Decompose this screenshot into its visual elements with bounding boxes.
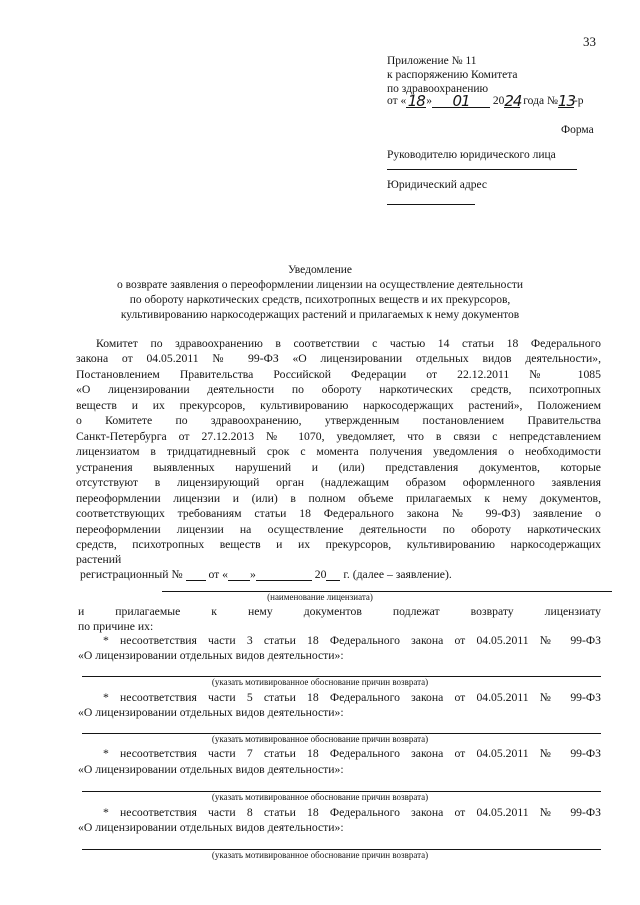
- reason-line: * несоответствия части 3 статьи 18 Федерального закона от 04.05.2011 № 99-ФЗ: [103, 634, 601, 647]
- registration-from: от «: [208, 568, 229, 581]
- body-line: средств, психотропных веществ и их прекурсоров, культивированию наркосодержащих: [76, 538, 601, 551]
- registration-suffix: г. (далее – заявление).: [343, 568, 452, 581]
- reason-caption: (указать мотивированное обоснование причин возврата): [211, 734, 429, 744]
- return-text-line-2: по причине их:: [78, 620, 154, 633]
- body-line: Комитет по здравоохранению в соответствии с частью 14 статьи 18 Федерального: [96, 337, 601, 350]
- reason-line: «О лицензировании отдельных видов деятельности»:: [78, 821, 344, 834]
- body-line: соответствующих требованиям статьи 18 Федерального закона № 99-ФЗ) заявление о: [76, 507, 601, 520]
- body-line: переоформлении лицензии и (или) в полном объеме прилагаемых к нему документов,: [76, 492, 601, 505]
- date-mid: »: [426, 95, 432, 107]
- recipient-head-label: Руководителю юридического лица: [387, 149, 556, 161]
- appendix-committee: по здравоохранению: [387, 83, 489, 95]
- appendix-date-line: [387, 92, 584, 110]
- body-line: веществ и их прекурсоров, культивированию наркосодержащих растений», Положением: [76, 399, 601, 412]
- recipient-address-line: [387, 204, 475, 205]
- date-day: 18: [407, 92, 425, 110]
- reason-caption: (указать мотивированное обоснование причин возврата): [211, 792, 429, 802]
- licensee-caption: (наименование лицензиата): [267, 592, 373, 602]
- recipient-head-line: [387, 169, 577, 170]
- appendix-order: к распоряжению Комитета: [387, 69, 518, 81]
- reason-line: «О лицензировании отдельных видов деятельности»:: [78, 649, 344, 662]
- registration-year-blank: [326, 568, 340, 581]
- body-line: «О лицензировании деятельности по обороту наркотических средств, психотропных: [76, 383, 601, 396]
- reason-caption: (указать мотивированное обоснование причин возврата): [211, 677, 429, 687]
- date-prefix: от «: [387, 95, 407, 107]
- body-line: отсутствуют в лицензирующий орган (надлежащим образом оформленного заявления: [76, 476, 601, 489]
- registration-line: [80, 568, 452, 581]
- date-month: 01: [432, 95, 490, 108]
- reason-caption: (указать мотивированное обоснование причин возврата): [211, 850, 429, 860]
- body-line: устранения выявленных нарушений и (или) представления документов, которые: [76, 461, 601, 474]
- number-label: №: [546, 95, 558, 107]
- body-line: лицензиатом в тридцатидневный срок с момента получения уведомления о необходимости: [76, 445, 601, 458]
- notice-heading: Уведомление: [287, 264, 353, 276]
- registration-year-prefix: 20: [314, 568, 327, 581]
- notice-subject-line-3: культивированию наркосодержащих растений и прилагаемых к нему документов: [120, 309, 520, 321]
- date-year-label: года: [523, 95, 545, 107]
- registration-month-blank: [256, 568, 312, 581]
- order-number: 13: [557, 92, 576, 110]
- registration-day-blank: [228, 568, 250, 581]
- notice-subject-line-1: о возврате заявления о переоформлении лицензии на осуществление деятельности: [116, 279, 524, 291]
- body-line: Санкт-Петербурга от 27.12.2013 № 1070, уведомляет, что в связи с непредставлением: [76, 430, 601, 443]
- registration-number-blank: [186, 568, 206, 581]
- reason-line: «О лицензировании отдельных видов деятельности»:: [78, 706, 344, 719]
- recipient-address-label: Юридический адрес: [387, 179, 487, 191]
- appendix-number: Приложение № 11: [387, 55, 477, 67]
- reason-line: * несоответствия части 7 статьи 18 Федерального закона от 04.05.2011 № 99-ФЗ: [103, 747, 601, 760]
- notice-subject-line-2: по обороту наркотических средств, психотропных веществ и их прекурсоров,: [129, 294, 511, 306]
- reason-line: «О лицензировании отдельных видов деятельности»:: [78, 763, 344, 776]
- registration-close-quote: »: [250, 568, 256, 581]
- date-year-suffix: 24: [504, 92, 522, 110]
- body-line: переоформлении лицензии на осуществление деятельности по обороту наркотических: [76, 523, 601, 536]
- reason-line: * несоответствия части 5 статьи 18 Федерального закона от 04.05.2011 № 99-ФЗ: [103, 691, 601, 704]
- body-line: растений: [76, 553, 122, 566]
- number-suffix: -р: [573, 95, 584, 107]
- body-line: закона от 04.05.2011 № 99-ФЗ «О лицензировании отдельных видов деятельности»,: [76, 352, 601, 365]
- form-label: Форма: [561, 124, 594, 136]
- reason-line: * несоответствия части 8 статьи 18 Федерального закона от 04.05.2011 № 99-ФЗ: [103, 806, 601, 819]
- body-line: о Комитете по здравоохранению, утвержденным постановлением Правительства: [76, 414, 601, 427]
- registration-label: регистрационный №: [80, 568, 183, 581]
- return-text-line-1: и прилагаемые к нему документов подлежат возврату лицензиату: [78, 605, 601, 618]
- body-line: Постановлением Правительства Российской Федерации от 22.12.2011 № 1085: [76, 368, 601, 381]
- page-number: 33: [583, 34, 596, 49]
- date-year-prefix: 20: [492, 95, 505, 107]
